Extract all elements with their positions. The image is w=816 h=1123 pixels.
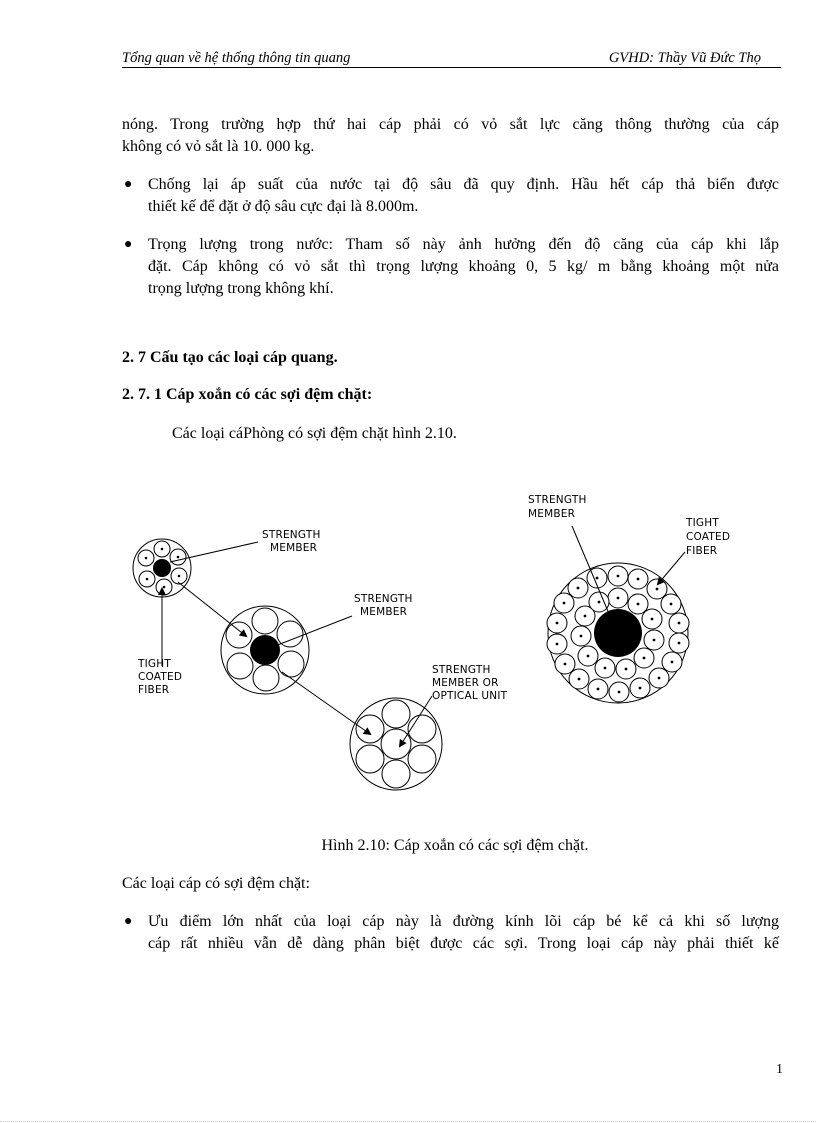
bullet-marker: ● [124,914,133,929]
bullet1-line-1: Chống lại áp suất của nước tại độ sâu đã quy định. Hầu hết cáp thả biển được [148,176,779,193]
bullet-advantage [148,911,779,955]
header-title: Tổng quan về hệ thống thông tin quang [122,50,351,66]
page-bottom-divider [0,1121,816,1122]
label-strength-member-1a: STRENGTH [262,529,321,541]
section-heading-2-7: 2. 7 Cấu tạo các loại cáp quang. [122,349,338,366]
bullet2-line-3: trọng lượng trong không khí. [148,280,334,297]
small-cable [133,539,191,597]
bullet-pressure [148,174,779,218]
label-strength-optical-c: OPTICAL UNIT [432,690,508,702]
bullet-marker: ● [124,237,133,252]
medium-cable [221,606,309,694]
label-tight2-b: COATED [686,531,731,543]
label-strength-member-4a: STRENGTH [528,494,587,506]
label-tight2-a: TIGHT [686,517,719,529]
label-tight-a: TIGHT [138,658,171,670]
bullet2-line-1: Trọng lượng trong nước: Tham số này ảnh hưởng đến độ căng của cáp khi lắp [148,236,779,253]
bullet3-line-1: Ưu điểm lớn nhất của loại cáp này là đường kính lõi cáp bé kể cả khi số lượng [148,913,779,930]
intro-paragraph [122,114,779,158]
header-advisor: GVHD: Thầy Vũ Đức Thọ [608,50,761,66]
label-strength-member-1b: MEMBER [270,542,318,554]
bullet1-line-2: thiết kế để đặt ở độ sâu cực đại là 8.000m. [148,198,419,215]
page-header [122,50,781,68]
label-strength-member-2b: MEMBER [360,606,408,618]
bullet-weight [148,234,779,300]
large-cable [350,698,442,790]
bullet-marker: ● [124,177,133,192]
intro-line-2: không có vỏ sắt là 10. 000 kg. [122,138,315,155]
section-heading-2-7-1: 2. 7. 1 Cáp xoắn có các sợi đệm chặt: [122,386,373,403]
page-number: 1 [776,1062,783,1077]
intro-line-1: nóng. Trong trường hợp thứ hai cáp phải có vỏ sắt lực căng thông thường của cáp [122,116,779,133]
label-tight-b: COATED [138,671,183,683]
cable-diagram [120,486,731,816]
label-strength-member-4b: MEMBER [528,508,576,520]
figure-intro: Các loại cáPhòng có sợi đệm chặt hình 2.10. [172,425,457,442]
bullet3-line-2: cáp rất nhiều vẫn dễ dàng phân biệt được các sợi. Trong loại cáp này phải thiết kế [148,935,779,952]
after-caption-text: Các loại cáp có sợi đệm chặt: [122,875,310,892]
label-strength-member-2a: STRENGTH [354,593,413,605]
figure-caption: Hình 2.10: Cáp xoắn có các sợi đệm chặt. [321,837,589,854]
label-strength-optical-a: STRENGTH [432,664,491,676]
big-cable [547,563,689,703]
label-tight-c: FIBER [138,684,170,696]
bullet2-line-2: đặt. Cáp không có vỏ sắt thì trọng lượng khoảng 0, 5 kg/ m bằng khoảng một nửa [148,258,779,275]
label-tight2-c: FIBER [686,545,718,557]
label-strength-optical-b: MEMBER OR [432,677,499,689]
